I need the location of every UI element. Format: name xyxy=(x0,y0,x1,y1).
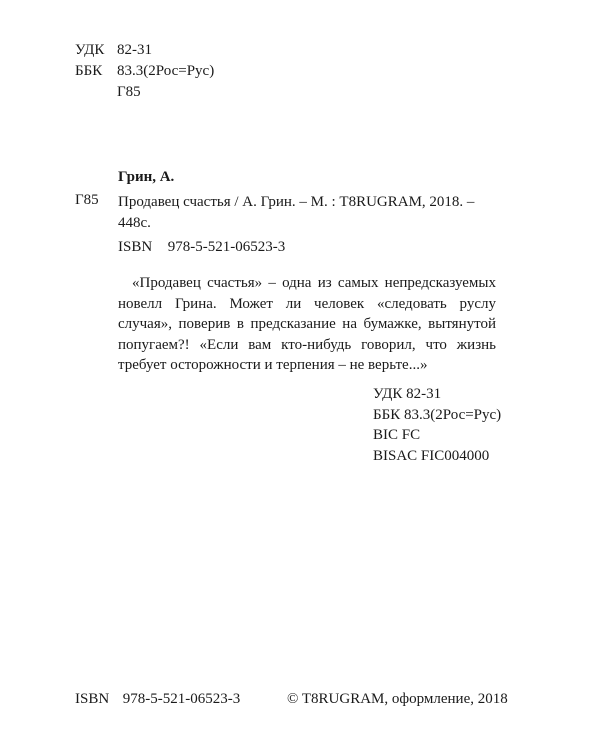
udk-row xyxy=(75,40,214,61)
author-sign-row xyxy=(75,82,214,103)
bbk-label: ББК xyxy=(75,63,103,79)
right-bic: BIC FC xyxy=(373,427,421,443)
footer-isbn-label: ISBN xyxy=(75,691,110,707)
author-name: Грин, А. xyxy=(118,169,175,185)
bib-description-line1: Продавец счастья / А. Грин. – М. : T8RUGRAM, 2018. – xyxy=(118,194,475,210)
bib-description-line2: 448с. xyxy=(118,215,151,231)
bib-author-sign: Г85 xyxy=(75,192,99,208)
udk-value: 82-31 xyxy=(117,42,152,58)
bbk-value: 83.3(2Рос=Рус) xyxy=(117,63,215,79)
right-bisac: BISAC FIC004000 xyxy=(373,447,490,464)
footer-isbn-value: 978-5-521-06523-3 xyxy=(122,691,241,707)
bbk-row xyxy=(75,61,214,82)
right-bbk: ББК 83.3(2Рос=Рус) xyxy=(373,406,502,423)
footer-copyright: © T8RUGRAM, оформление, 2018 xyxy=(287,691,508,707)
bib-isbn-value: 978-5-521-06523-3 xyxy=(167,239,286,255)
right-udk: УДК 82-31 xyxy=(373,386,442,402)
bib-description xyxy=(118,192,474,234)
footer-isbn xyxy=(75,691,240,708)
bib-isbn xyxy=(118,239,285,256)
bib-isbn-label: ISBN xyxy=(118,239,153,255)
top-classification-block xyxy=(75,40,214,103)
annotation-paragraph: «Продавец счастья» – одна из самых непредсказуемых новелл Грина. Может ли человек «следовать руслу случая», поверив в предсказание на бумажке, вытянутой попугаем?! «Если вам кто-нибудь говорил, что жизнь требует осторожности и терпения – не верьте...» xyxy=(118,275,496,373)
udk-label: УДК xyxy=(75,42,105,58)
right-classification-block xyxy=(373,384,501,466)
author-sign: Г85 xyxy=(117,84,141,100)
